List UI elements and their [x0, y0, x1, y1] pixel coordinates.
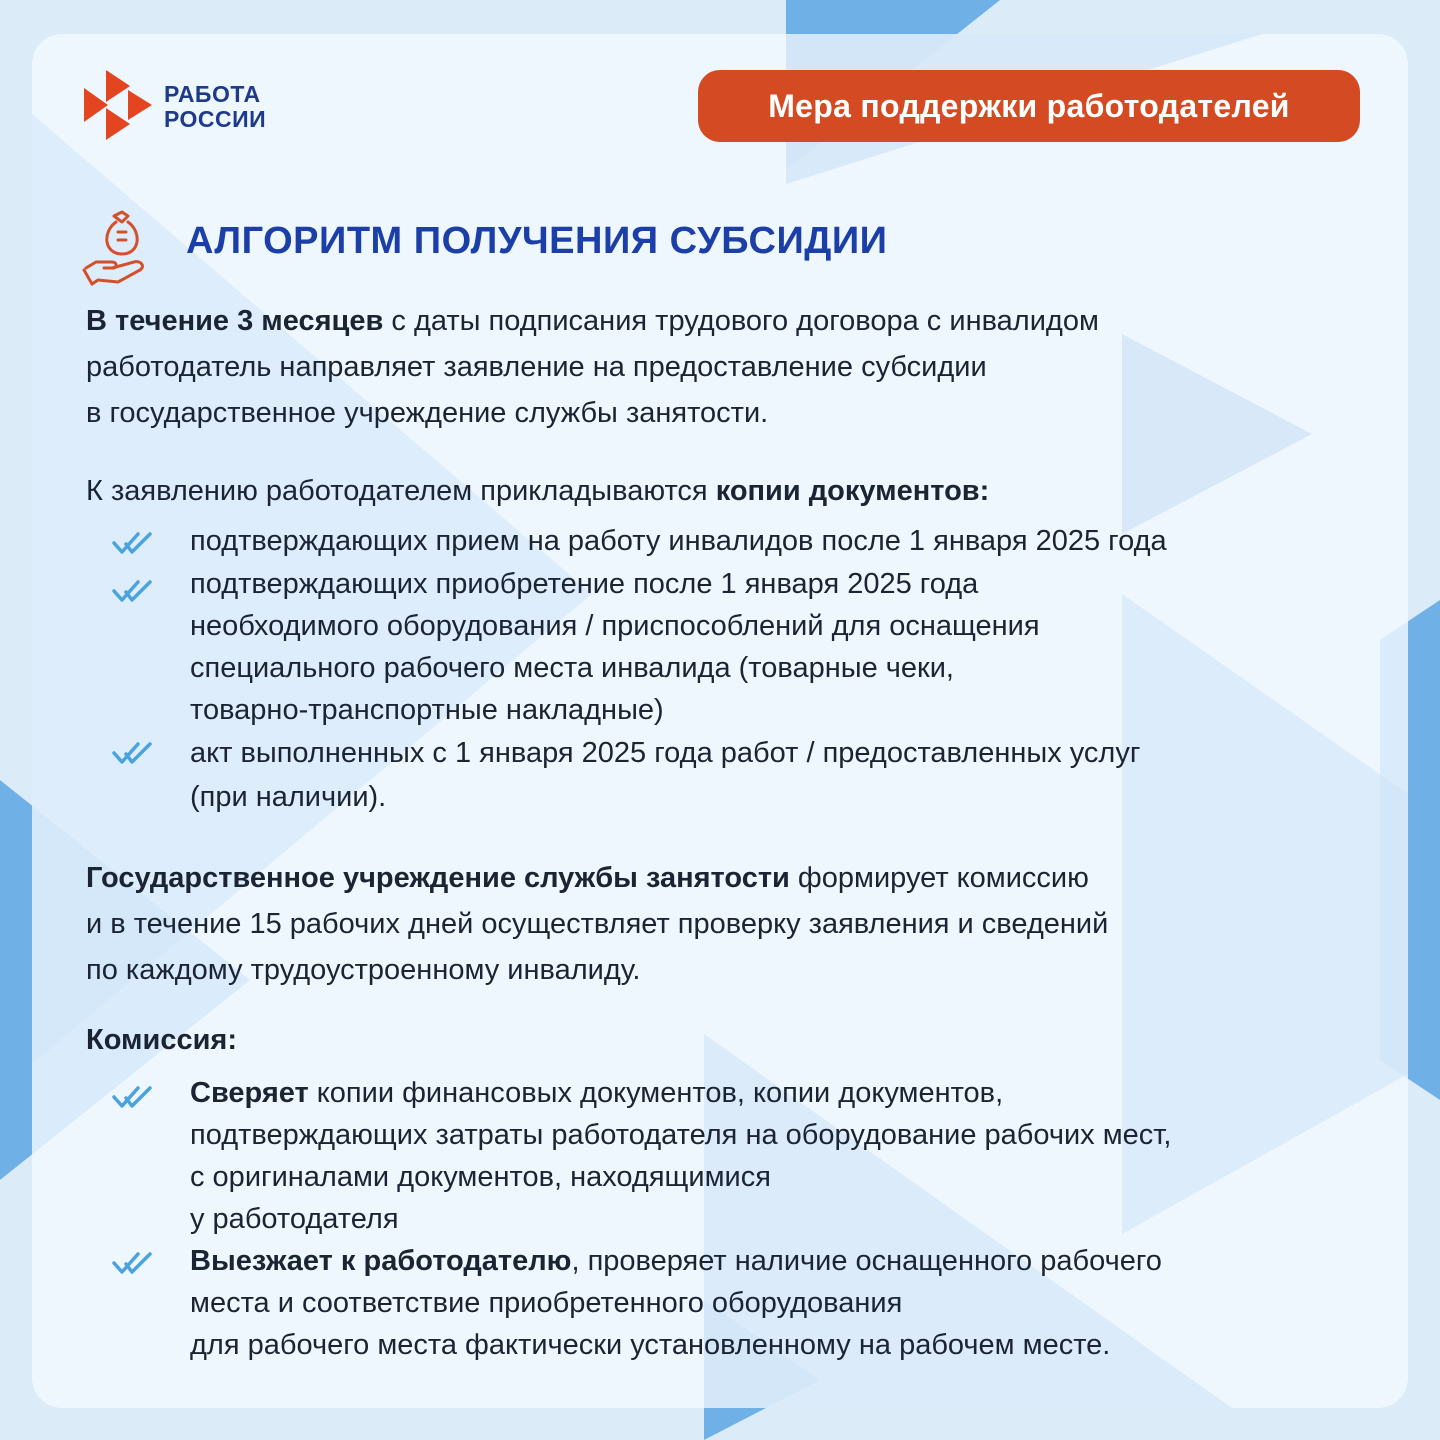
- document-item: [190, 520, 1370, 562]
- commission-heading: [86, 1017, 1376, 1063]
- support-measure-badge: Мера поддержки работодателей: [698, 70, 1360, 142]
- double-check-icon: [112, 1250, 152, 1276]
- document-item-line: акт выполненных с 1 января 2025 года работ / предоставленных услуг: [190, 737, 1141, 769]
- logo-line-2: РОССИИ: [164, 106, 267, 132]
- service-paragraph: [86, 855, 1376, 993]
- document-item: [190, 563, 1370, 731]
- logo-line-1: РАБОТА: [164, 81, 261, 107]
- document-item-line: специального рабочего места инвалида (товарные чеки,: [190, 652, 954, 684]
- service-bold: Государственное учреждение службы занятости: [86, 862, 790, 894]
- double-check-icon: [112, 530, 152, 556]
- document-item-line: подтверждающих прием на работу инвалидов после 1 января 2025 года: [190, 525, 1167, 557]
- documents-lead-text: К заявлению работодателем прикладываются: [86, 475, 716, 507]
- intro-paragraph: [86, 298, 1376, 436]
- documents-lead-bold: копии документов:: [715, 475, 990, 507]
- commission-item-line: подтверждающих затраты работодателя на оборудование рабочих мест,: [190, 1119, 1172, 1151]
- commission-item-line-rest: , проверяет наличие оснащенного рабочего: [571, 1245, 1162, 1277]
- commission-item-line: у работодателя: [190, 1203, 399, 1235]
- play-arrows-icon: [82, 68, 154, 142]
- commission-item: [190, 1240, 1370, 1366]
- intro-bold: В течение 3 месяцев: [86, 305, 384, 337]
- service-line-1: [86, 855, 1376, 901]
- document-item-line: (при наличии).: [190, 781, 387, 813]
- commission-item-bold: Сверяет: [190, 1077, 309, 1109]
- intro-line-2: работодатель направляет заявление на предоставление субсидии: [86, 351, 987, 383]
- page-title: АЛГОРИТМ ПОЛУЧЕНИЯ СУБСИДИИ: [186, 220, 888, 262]
- intro-line-1-rest: с даты подписания трудового договора с инвалидом: [383, 305, 1099, 337]
- money-bag-hand-icon: [82, 210, 154, 286]
- document-item-line: подтверждающих приобретение после 1 января 2025 года: [190, 568, 979, 600]
- documents-lead: [86, 468, 1376, 514]
- logo: [82, 68, 282, 144]
- commission-item-line: для рабочего места фактически установленному на рабочем месте.: [190, 1329, 1111, 1361]
- service-line-1-rest: формирует комиссию: [789, 862, 1089, 894]
- commission-item-line: [190, 1240, 1370, 1282]
- commission-item-line: места и соответствие приобретенного оборудования: [190, 1287, 903, 1319]
- commission-heading-text: Комиссия:: [86, 1024, 237, 1056]
- service-line-2: и в течение 15 рабочих дней осуществляет проверку заявления и сведений: [86, 908, 1109, 940]
- double-check-icon: [112, 740, 152, 766]
- commission-item-line: с оригиналами документов, находящимися: [190, 1161, 771, 1193]
- commission-item: [190, 1072, 1370, 1240]
- commission-item-line-rest: копии финансовых документов, копии документов,: [308, 1077, 1004, 1109]
- double-check-icon: [112, 1084, 152, 1110]
- double-check-icon: [112, 578, 152, 604]
- commission-item-line: [190, 1072, 1370, 1114]
- document-item: [190, 731, 1370, 819]
- service-line-3: по каждому трудоустроенному инвалиду.: [86, 954, 641, 986]
- commission-item-bold: Выезжает к работодателю: [190, 1245, 572, 1277]
- intro-line-1: [86, 298, 1376, 344]
- document-item-line: товарно-транспортные накладные): [190, 694, 664, 726]
- intro-line-3: в государственное учреждение службы занятости.: [86, 397, 769, 429]
- logo-text: [164, 82, 284, 132]
- document-item-line: необходимого оборудования / приспособлений для оснащения: [190, 610, 1040, 642]
